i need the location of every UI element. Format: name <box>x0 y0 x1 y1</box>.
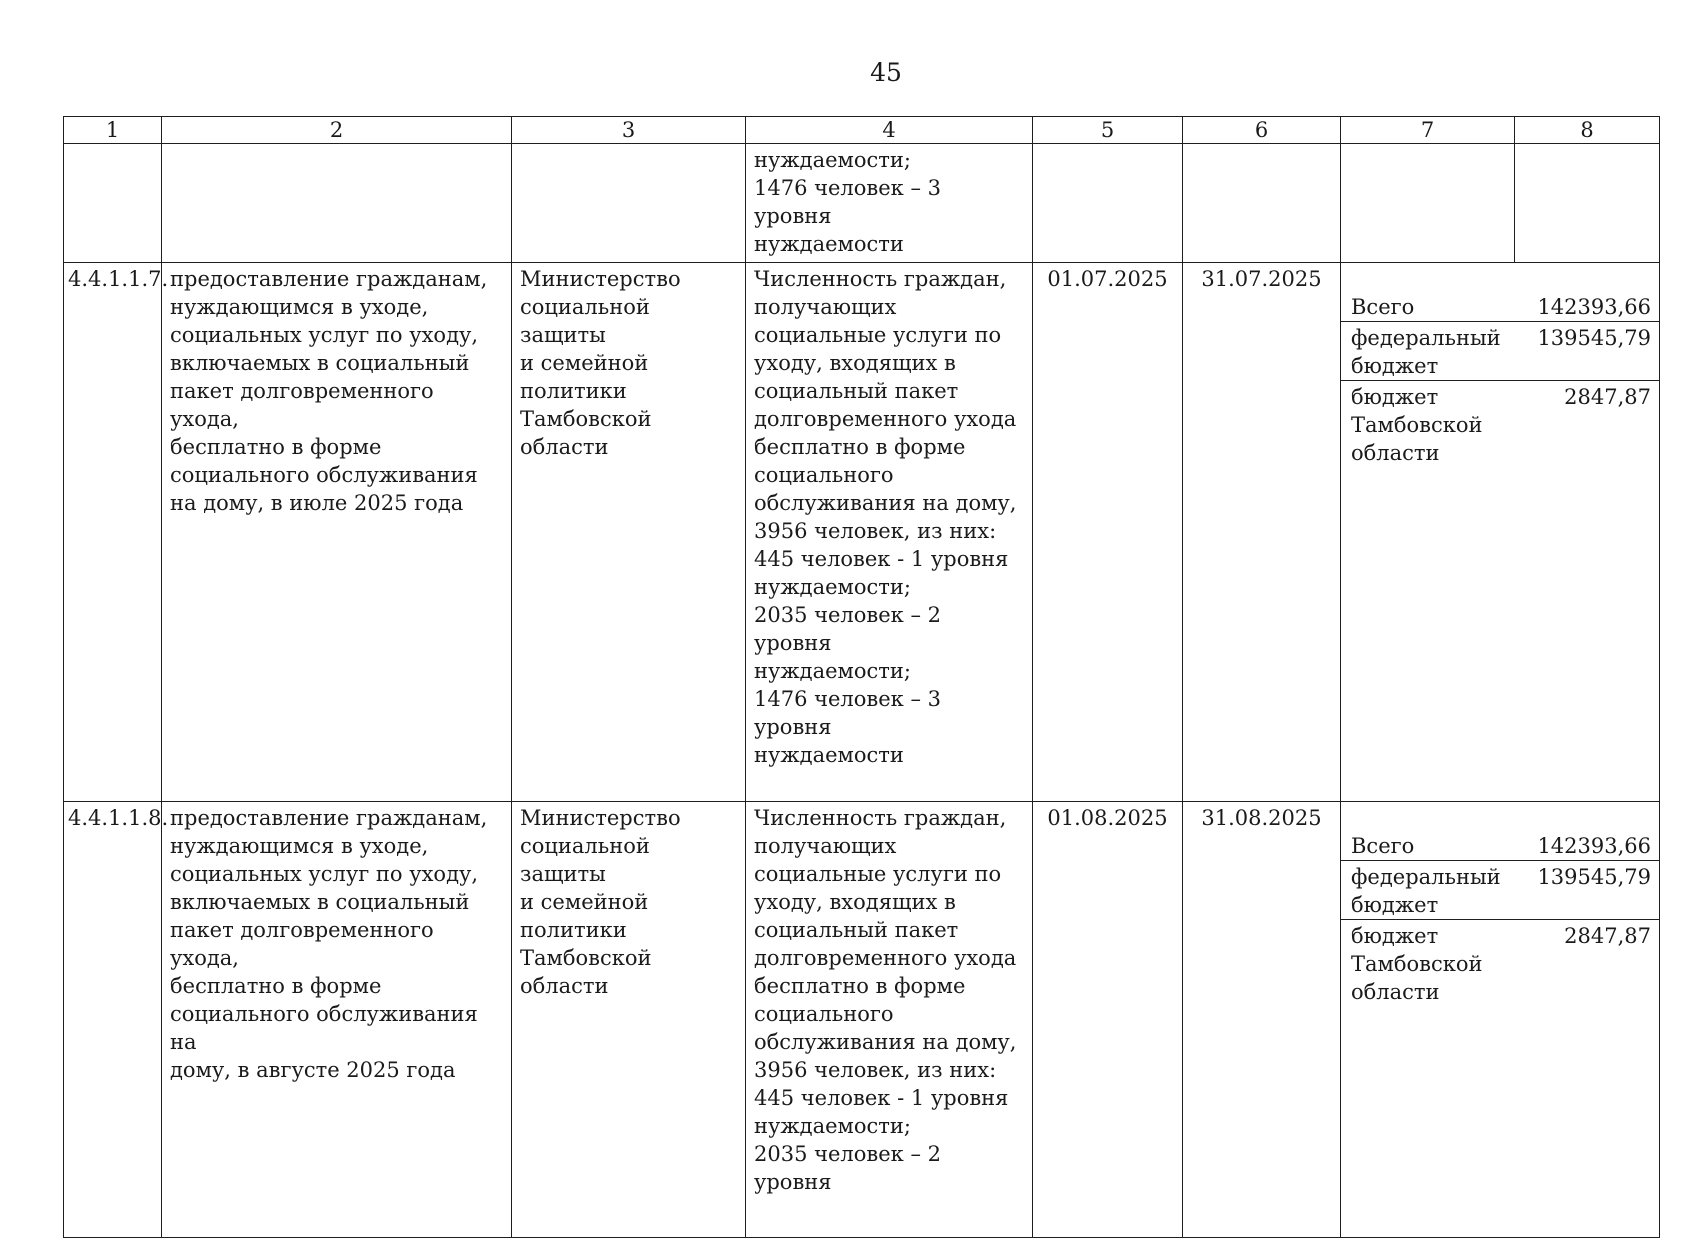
table-cell <box>1183 144 1341 263</box>
funding-table <box>1341 830 1659 1210</box>
funding-source: бюджет Тамбовской области <box>1341 919 1515 1209</box>
funding-cell <box>1341 263 1660 802</box>
start-date: 01.08.2025 <box>1033 801 1183 1238</box>
indicator-cell: Численность граждан, получающих социальные услуги по уходу, входящих в социальный пакет долговременного ухода бесплатно в форме социального обслуживания на дому, 3956 человек, из них: 445 человек - 1 уровня нуждаемости; 2035 человек – 2 уровня нуждаемости; 1476 человек – 3 уровня нуждаемости <box>746 263 1033 802</box>
continued-row <box>64 144 1660 263</box>
page-number: 45 <box>870 58 902 87</box>
column-header-row <box>64 117 1660 144</box>
description-cell: предоставление гражданам, нуждающимся в уходе, социальных услуг по уходу, включаемых в социальный пакет долговременного ухода, бесплатно в форме социального обслуживания на дому, в августе 2025 года <box>162 801 512 1238</box>
funding-amount: 2847,87 <box>1515 919 1659 1209</box>
column-header: 1 <box>64 117 162 144</box>
executor-cell: Министерство социальной защиты и семейной политики Тамбовской области <box>512 801 746 1238</box>
table-row <box>64 801 1660 1238</box>
funding-amount: 139545,79 <box>1515 860 1659 919</box>
start-date: 01.07.2025 <box>1033 263 1183 802</box>
funding-source: бюджет Тамбовской области <box>1341 381 1515 773</box>
funding-amount: 2847,87 <box>1515 381 1659 773</box>
column-header: 8 <box>1515 117 1660 144</box>
column-header: 6 <box>1183 117 1341 144</box>
funding-source: федеральный бюджет <box>1341 322 1515 381</box>
executor-cell: Министерство социальной защиты и семейной политики Тамбовской области <box>512 263 746 802</box>
funding-amount: 142393,66 <box>1537 295 1651 319</box>
end-date: 31.08.2025 <box>1183 801 1341 1238</box>
table-cell <box>162 144 512 263</box>
funding-source: Всего <box>1351 833 1415 858</box>
table-cell <box>64 144 162 263</box>
funding-row <box>1341 830 1659 861</box>
funding-source: Всего <box>1351 295 1415 319</box>
funding-cell <box>1341 801 1660 1238</box>
column-header: 2 <box>162 117 512 144</box>
description-cell: предоставление гражданам, нуждающимся в уходе, социальных услуг по уходу, включаемых в социальный пакет долговременного ухода, бесплатно в форме социального обслуживания на дому, в июле 2025 года <box>162 263 512 802</box>
funding-row <box>1341 919 1659 1209</box>
funding-table <box>1341 291 1659 773</box>
column-header: 3 <box>512 117 746 144</box>
indicator-cell: Численность граждан, получающих социальные услуги по уходу, входящих в социальный пакет долговременного ухода бесплатно в форме социального обслуживания на дому, 3956 человек, из них: 445 человек - 1 уровня нуждаемости; 2035 человек – 2 уровня <box>746 801 1033 1238</box>
row-number: 4.4.1.1.8. <box>64 801 162 1238</box>
column-header: 5 <box>1033 117 1183 144</box>
table-cell <box>1515 144 1660 263</box>
plan-table <box>63 116 1660 1238</box>
row-number: 4.4.1.1.7. <box>64 263 162 802</box>
column-header: 7 <box>1341 117 1515 144</box>
table-row <box>64 263 1660 802</box>
funding-row <box>1341 322 1659 381</box>
funding-row <box>1341 381 1659 773</box>
table-cell <box>1341 144 1515 263</box>
funding-row <box>1341 291 1659 322</box>
funding-row <box>1341 860 1659 919</box>
indicator-cell: нуждаемости; 1476 человек – 3 уровня нуждаемости <box>746 144 1033 263</box>
funding-amount: 139545,79 <box>1515 322 1659 381</box>
funding-source: федеральный бюджет <box>1341 860 1515 919</box>
table-cell <box>512 144 746 263</box>
end-date: 31.07.2025 <box>1183 263 1341 802</box>
funding-amount: 142393,66 <box>1537 833 1651 858</box>
column-header: 4 <box>746 117 1033 144</box>
table-cell <box>1033 144 1183 263</box>
